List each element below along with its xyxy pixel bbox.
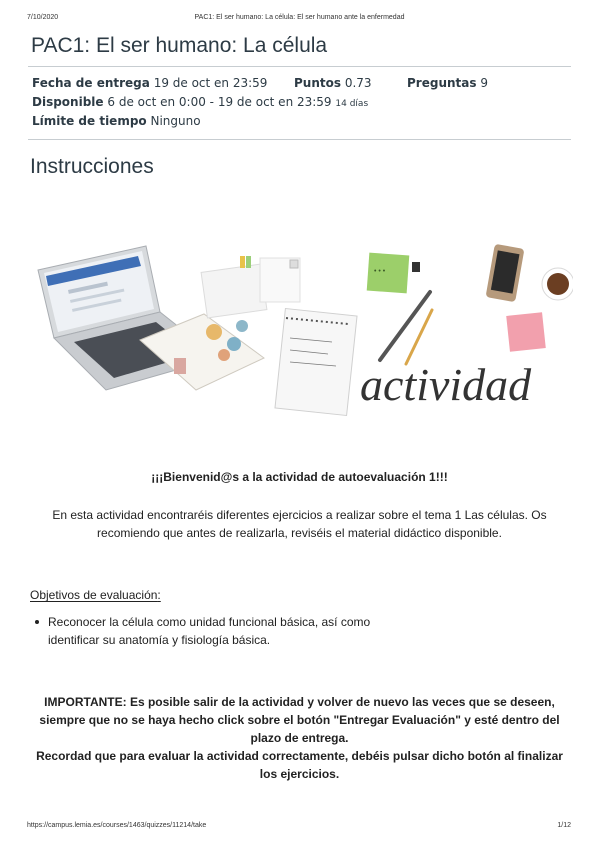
instructions-heading: Instrucciones (30, 155, 154, 178)
print-page-title: PAC1: El ser humano: La célula: El ser humano ante la enfermedad (194, 14, 405, 21)
divider (28, 139, 571, 140)
important-line: IMPORTANTE: Es posible salir de la actividad y volver de nuevo las veces que se deseen, (44, 695, 555, 709)
paper-sheet (201, 264, 267, 318)
book-photo (174, 358, 186, 374)
sticky-note-pink (506, 312, 546, 352)
time-limit (32, 114, 201, 129)
quiz-details (32, 76, 572, 133)
intro-line: recomiendo que antes de realizarla, reviséis el material didáctico disponible. (97, 526, 502, 540)
due-label: Fecha de entrega (32, 76, 150, 90)
pen (380, 292, 430, 360)
binder-clip (412, 262, 420, 272)
questions-label: Preguntas (407, 76, 477, 90)
objectives-list (28, 613, 571, 649)
intro-line: En esta actividad encontraréis diferentes ejercicios a realizar sobre el tema 1 Las células. Os (52, 508, 547, 522)
important-line: Recordad que para evaluar la actividad correctamente, debéis pulsar dicho botón al finalizar (36, 749, 563, 763)
points-label: Puntos (294, 76, 342, 90)
questions-value: 9 (480, 76, 488, 90)
intro-paragraph (28, 506, 571, 542)
points (294, 76, 372, 91)
important-line: siempre que no se haya hecho click sobre el botón "Entregar Evaluación" y esté dentro del (39, 713, 560, 727)
points-value: 0.73 (344, 76, 372, 90)
details-row-2 (32, 95, 572, 114)
objective-line: identificar su anatomía y fisiología básica. (48, 633, 271, 647)
svg-text:• • •: • • • (374, 268, 386, 275)
availability (32, 95, 368, 112)
objective-line: Reconocer la célula como unidad funcional básica, así como (48, 615, 371, 629)
print-date: 7/10/2020 (27, 14, 59, 21)
welcome-message: ¡¡¡Bienvenid@s a la actividad de autoevaluación 1!!! (151, 470, 448, 484)
due-value: 19 de oct en 23:59 (153, 76, 268, 90)
objectives-heading (28, 588, 573, 602)
questions (407, 76, 488, 91)
divider (28, 66, 571, 67)
available-label: Disponible (32, 95, 104, 109)
details-row-1 (32, 76, 572, 95)
print-page-number: 1/12 (557, 822, 571, 829)
available-days: 14 días (335, 99, 369, 109)
notepad (275, 309, 357, 416)
available-value: 6 de oct en 0:00 - 19 de oct en 23:59 (107, 95, 332, 109)
print-url: https://campus.lemia.es/courses/1463/quizzes/11214/take (27, 822, 207, 829)
details-row-3 (32, 114, 572, 133)
important-line: los ejercicios. (259, 767, 340, 781)
important-line: plazo de entrega. (250, 731, 349, 745)
list-item (28, 613, 571, 649)
quiz-title: PAC1: El ser humano: La célula (31, 34, 328, 57)
activity-banner-image (28, 240, 573, 440)
objectives-heading-text: Objetivos de evaluación (30, 588, 158, 602)
time-limit-label: Límite de tiempo (32, 114, 147, 128)
banner-word: actividad (360, 359, 532, 410)
time-limit-value: Ninguno (150, 114, 201, 128)
important-notice (28, 693, 571, 783)
objectives-colon: : (157, 588, 161, 602)
due-date (32, 76, 267, 91)
